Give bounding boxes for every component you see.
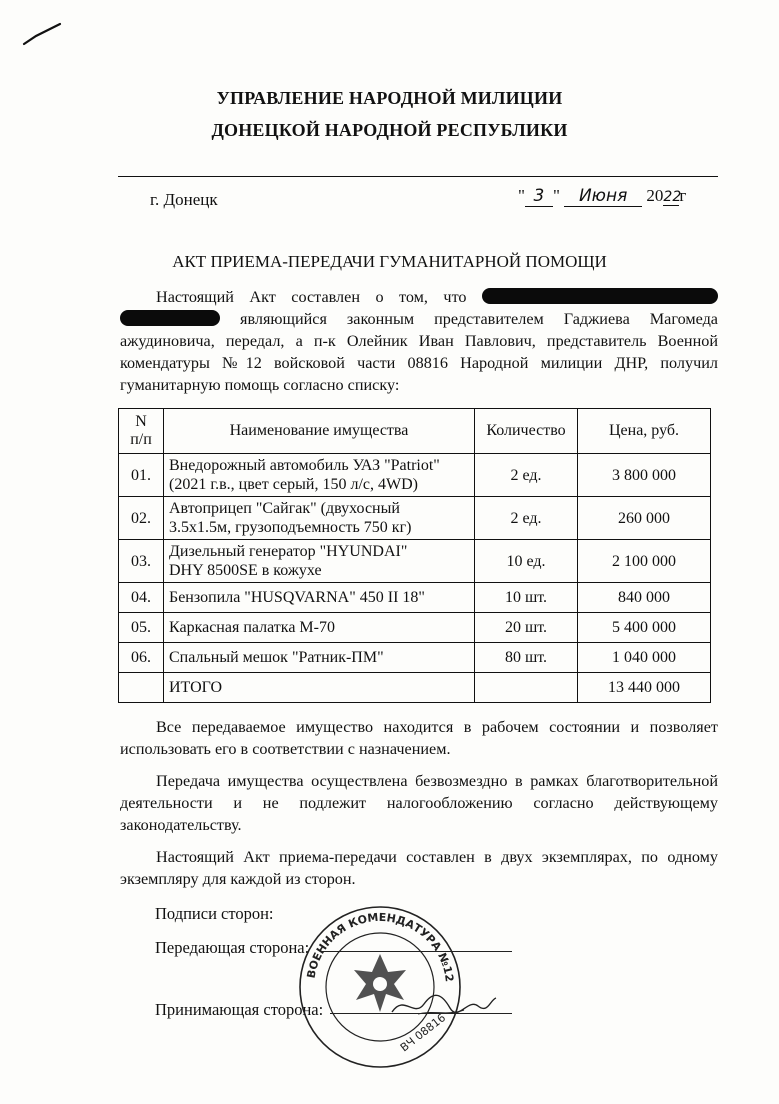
date-month: Июня <box>564 186 642 207</box>
row-number: 01. <box>119 454 164 497</box>
redaction-bar <box>482 288 718 304</box>
paragraph-free-transfer: Передача имущества осуществлена безвозмездно в рамках благотворительной деятельности и не подлежит налогообложению согласно действующему законодательству. <box>120 772 718 834</box>
date-quote-close: " <box>552 186 560 205</box>
table-row <box>119 454 711 497</box>
table-row <box>119 613 711 643</box>
table-row <box>119 497 711 540</box>
table-row <box>119 540 711 583</box>
row-name <box>164 497 475 540</box>
col-price: Цена, руб. <box>578 409 711 454</box>
header-line-2: ДОНЕЦКОЙ НАРОДНОЙ РЕСПУБЛИКИ <box>211 120 568 140</box>
table-header-row <box>119 409 711 454</box>
row-number: 04. <box>119 583 164 613</box>
row-number: 06. <box>119 643 164 673</box>
row-qty: 2 ед. <box>475 497 578 540</box>
official-stamp-icon <box>292 902 468 1072</box>
stamp-unit: ВЧ 08816 <box>397 1011 449 1055</box>
intro-paragraph <box>120 286 718 396</box>
row-price: 2 100 000 <box>578 540 711 583</box>
redaction-bar <box>120 310 220 326</box>
document-date <box>518 186 686 207</box>
total-label: ИТОГО <box>164 673 475 703</box>
row-name: Каркасная палатка М-70 <box>164 613 475 643</box>
receiver-label: Принимающая сторона: <box>155 1000 324 1019</box>
row-price: 3 800 000 <box>578 454 711 497</box>
row-name-line2: 3.5x1.5м, грузоподъемность 750 кг) <box>169 519 412 536</box>
total-qty-empty <box>475 673 578 703</box>
paragraph-copies: Настоящий Акт приема-передачи составлен в двух экземплярах, по одному экземпляру для каждой из сторон. <box>120 848 718 888</box>
items-table <box>118 408 711 703</box>
row-qty: 2 ед. <box>475 454 578 497</box>
date-day: 3 <box>525 186 553 207</box>
pen-mark-icon <box>22 22 62 46</box>
row-price: 260 000 <box>578 497 711 540</box>
row-name <box>164 540 475 583</box>
row-qty: 10 ед. <box>475 540 578 583</box>
col-number-line1: N <box>135 413 147 430</box>
row-price: 1 040 000 <box>578 643 711 673</box>
row-name-line2: DHY 8500SE в кожухе <box>169 562 322 579</box>
table-total-row <box>119 673 711 703</box>
stamp-ring-text: ВОЕННАЯ КОМЕНДАТУРА №12 <box>304 910 456 983</box>
date-quote-open: " <box>518 186 525 205</box>
row-name-line1: Внедорожный автомобиль УАЗ "Patriot" <box>169 457 440 474</box>
act-title: АКТ ПРИЕМА-ПЕРЕДАЧИ ГУМАНИТАРНОЙ ПОМОЩИ <box>172 252 607 271</box>
header-line-1: УПРАВЛЕНИЕ НАРОДНОЙ МИЛИЦИИ <box>216 88 563 108</box>
row-price: 840 000 <box>578 583 711 613</box>
paragraph-condition: Все передаваемое имущество находится в рабочем состоянии и позволяет использовать его в соответствии с назначением. <box>120 718 718 758</box>
row-qty: 10 шт. <box>475 583 578 613</box>
row-name <box>164 454 475 497</box>
header-divider <box>118 176 718 177</box>
row-name-line1: Автоприцеп "Сайгак" (двухосный <box>169 500 400 517</box>
intro-part1: Настоящий Акт составлен о том, что <box>156 288 467 306</box>
date-year-suffix: г <box>679 186 687 205</box>
row-price: 5 400 000 <box>578 613 711 643</box>
col-number-line2: п/п <box>130 431 152 448</box>
place: г. Донецк <box>150 190 218 209</box>
row-qty: 80 шт. <box>475 643 578 673</box>
row-name: Бензопила "HUSQVARNA" 450 II 18" <box>164 583 475 613</box>
row-number-empty <box>119 673 164 703</box>
intro-part2: являющийся законным представителем Гаджиева Магомеда <box>240 310 718 328</box>
col-qty: Количество <box>475 409 578 454</box>
row-name-line2: (2021 г.в., цвет серый, 150 л/с, 4WD) <box>169 476 418 493</box>
total-value: 13 440 000 <box>578 673 711 703</box>
col-number <box>119 409 164 454</box>
sender-label: Передающая сторона: <box>155 938 310 957</box>
date-year-hand: 22 <box>663 189 682 205</box>
row-name-line1: Дизельный генератор "HYUNDAI" <box>169 543 408 560</box>
row-qty: 20 шт. <box>475 613 578 643</box>
row-number: 02. <box>119 497 164 540</box>
table-row <box>119 643 711 673</box>
row-name: Спальный мешок "Ратник-ПМ" <box>164 643 475 673</box>
date-year-prefix: 20 <box>646 186 664 205</box>
intro-part3: ажудиновича, передал, а п-к Олейник Иван Павлович, представитель Военной комендатуры №12 войсковой части 08816 Народной милиции ДНР, получил гуманитарную помощь согласно списку: <box>120 332 718 394</box>
col-name: Наименование имущества <box>164 409 475 454</box>
signatures-heading: Подписи сторон: <box>155 904 274 923</box>
row-number: 03. <box>119 540 164 583</box>
table-row <box>119 583 711 613</box>
row-number: 05. <box>119 613 164 643</box>
